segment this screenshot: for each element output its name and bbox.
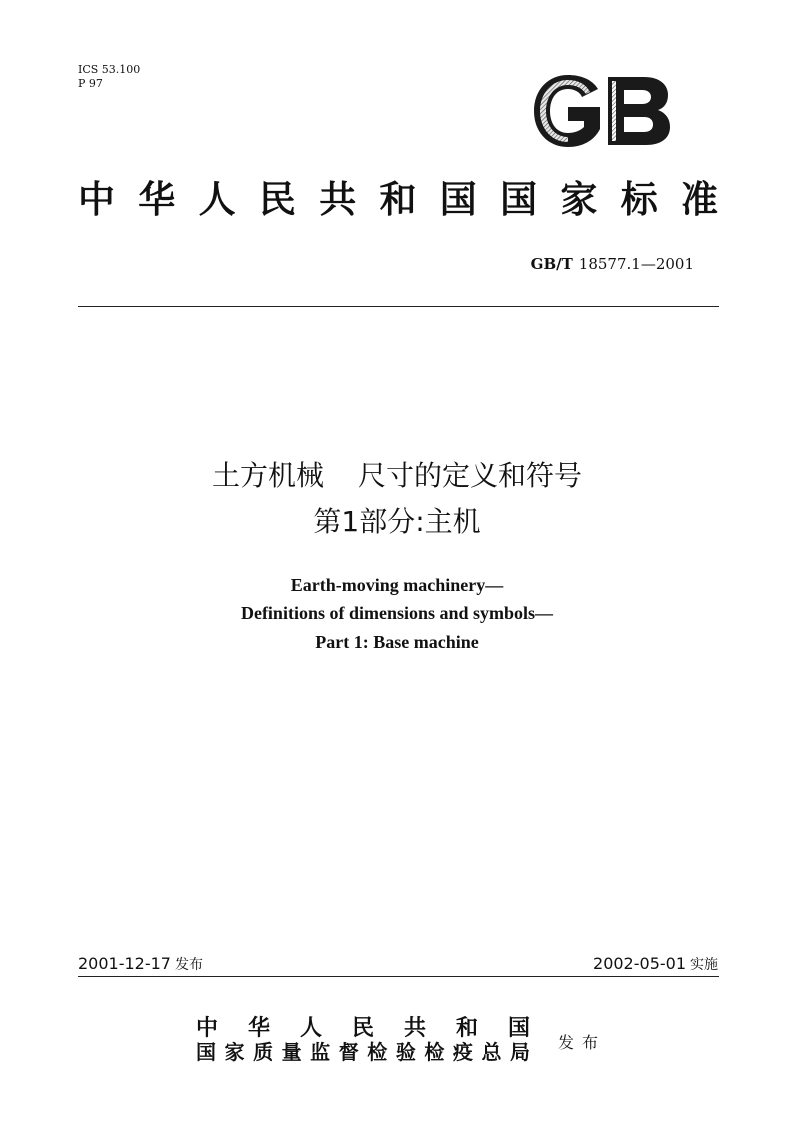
classification-codes xyxy=(78,63,140,91)
title-cn-line2: 第1部分:主机 xyxy=(313,505,481,538)
issuer-line1: 中华人民共和国 xyxy=(196,1015,530,1041)
top-divider xyxy=(78,306,719,307)
national-standard-heading: 中华人民共和国国家标准 xyxy=(78,178,720,221)
title-en-line1: Earth-moving machinery— xyxy=(290,575,504,595)
issue-date-value: 2001-12-17 xyxy=(78,954,171,973)
effective-date xyxy=(593,954,718,975)
standard-code: 18577.1—2001 xyxy=(578,255,694,273)
ccs-code: P 97 xyxy=(78,77,103,90)
publish-label: 发布 xyxy=(558,1033,607,1052)
bottom-divider xyxy=(78,976,719,977)
ics-code: ICS 53.100 xyxy=(78,63,141,76)
issue-date-label: 发布 xyxy=(174,957,203,973)
gb-logo xyxy=(532,75,672,147)
title-cn-subject: 土方机械 xyxy=(211,459,324,492)
effective-date-value: 2002-05-01 xyxy=(593,954,686,973)
issuer-line2: 国家质量监督检验检疫总局 xyxy=(196,1040,530,1064)
issue-date xyxy=(78,954,203,975)
standard-prefix: GB/T xyxy=(530,255,573,273)
title-cn-topic: 尺寸的定义和符号 xyxy=(358,459,583,492)
title-en-line3: Part 1: Base machine xyxy=(315,632,479,652)
title-en-line2: Definitions of dimensions and symbols— xyxy=(240,603,554,623)
effective-date-label: 实施 xyxy=(690,957,718,973)
title-cn-line1 xyxy=(0,457,794,495)
standard-number xyxy=(531,255,694,273)
